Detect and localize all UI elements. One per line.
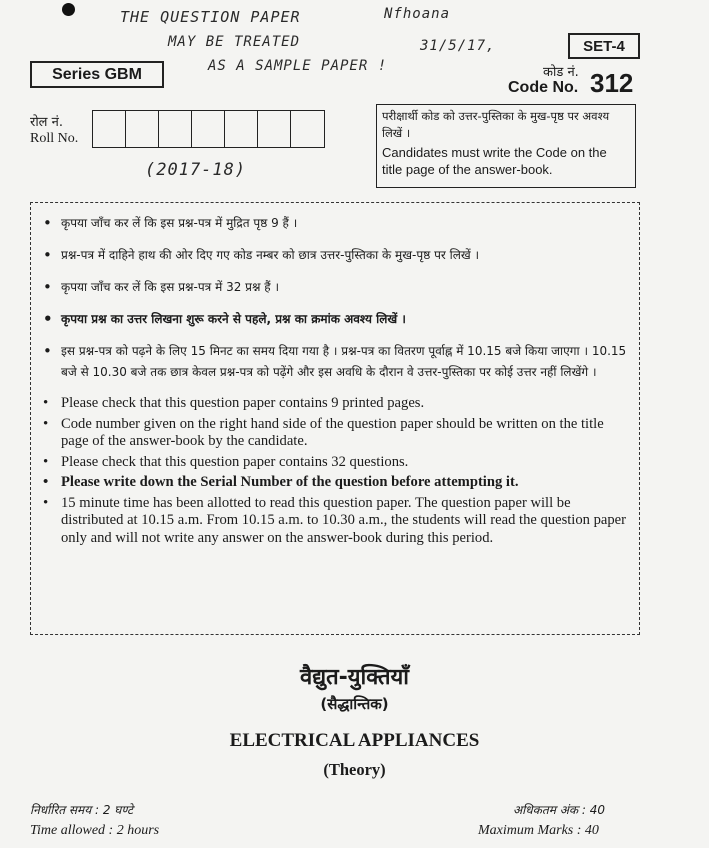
handwritten-note-line3: AS A SAMPLE PAPER ! [208, 58, 388, 74]
instruction-hindi: • कृपया जाँच कर लें कि इस प्रश्न-पत्र में मुद्रित पृष्ठ 9 हैं । [41, 213, 631, 234]
candidate-notice-hindi: परीक्षार्थी कोड को उत्तर-पुस्तिका के मुख-पृष्ठ पर अवश्य लिखें । [382, 109, 610, 140]
code-label-hindi: कोड नं. [543, 65, 579, 80]
code-label: Code No. [508, 79, 579, 96]
instructions-box [30, 202, 640, 635]
series-box: Series GBM [30, 61, 164, 88]
roll-cell[interactable] [126, 111, 159, 147]
instruction-hindi: • कृपया जाँच कर लें कि इस प्रश्न-पत्र में 32 प्रश्न हैं । [41, 277, 631, 298]
instruction-hindi: • इस प्रश्न-पत्र को पढ़ने के लिए 15 मिनट का समय दिया गया है । प्रश्न-पत्र का वितरण पूर्वाह्न में 10.15 बजे किया जाएगा । 10.15 बजे से 10.30 बजे तक छात्र केवल प्रश्न-पत्र को पढ़ेंगे और इस अवधि के दौरान वे उत्तर-पुस्तिका पर कोई उत्तर नहीं लिखेंगे । [41, 341, 631, 383]
roll-cell[interactable] [192, 111, 225, 147]
roll-cell[interactable] [159, 111, 192, 147]
roll-label-hindi: रोल नं. [30, 115, 63, 130]
max-marks-hindi: अधिकतम अंक : 40 [513, 803, 606, 817]
candidate-code-notice [376, 104, 636, 188]
set-number-box: SET-4 [568, 33, 640, 59]
max-marks: Maximum Marks : 40 [478, 823, 599, 838]
instruction-english: • 15 minute time has been allotted to read this question paper. The question paper will be distributed at 10.15 a.m. From 10.15 a.m. to 10.30 a.m., the students will read the question paper only and will not write any answer on the answer-book during this period. [41, 495, 631, 548]
candidate-notice-english: Candidates must write the Code on the title page of the answer-book. [382, 145, 607, 177]
handwritten-note-line1: THE QUESTION PAPER [120, 8, 301, 26]
instruction-english: • Please check that this question paper contains 9 printed pages. [41, 395, 631, 413]
subject-title: ELECTRICAL APPLIANCES [229, 730, 480, 751]
instruction-english: • Please check that this question paper contains 32 questions. [41, 454, 631, 472]
handwritten-date: 31/5/17, [420, 38, 496, 54]
subject-subtitle: (Theory) [323, 760, 386, 779]
ink-blot [62, 3, 75, 16]
time-allowed: Time allowed : 2 hours [30, 823, 160, 838]
roll-cell[interactable] [258, 111, 291, 147]
code-value: 312 [590, 68, 634, 98]
roll-number-grid[interactable] [92, 110, 325, 148]
roll-cell[interactable] [225, 111, 258, 147]
instruction-english: • Code number given on the right hand side of the question paper should be written on the title page of the answer-book by the candidate. [41, 416, 631, 451]
time-allowed-hindi: निर्धारित समय : 2 घण्टे [30, 803, 134, 817]
handwritten-signature: Nfhoana [384, 6, 451, 22]
roll-label: Roll No. [30, 131, 79, 146]
handwritten-note-line2: MAY BE TREATED [168, 34, 301, 50]
subject-title-hindi: वैद्युत-युक्तियाँ [299, 665, 409, 690]
roll-cell[interactable] [93, 111, 126, 147]
instruction-hindi: • प्रश्न-पत्र में दाहिने हाथ की ओर दिए गए कोड नम्बर को छात्र उत्तर-पुस्तिका के मुख-पृष्ठ पर लिखें । [41, 245, 631, 266]
subject-subtitle-hindi: (सैद्धान्तिक) [320, 695, 389, 713]
roll-cell[interactable] [291, 111, 324, 147]
instruction-english: • Please write down the Serial Number of the question before attempting it. [41, 474, 631, 492]
handwritten-year: (2017-18) [145, 160, 247, 180]
instruction-hindi: • कृपया प्रश्न का उत्तर लिखना शुरू करने से पहले, प्रश्न का क्रमांक अवश्य लिखें । [41, 309, 631, 330]
